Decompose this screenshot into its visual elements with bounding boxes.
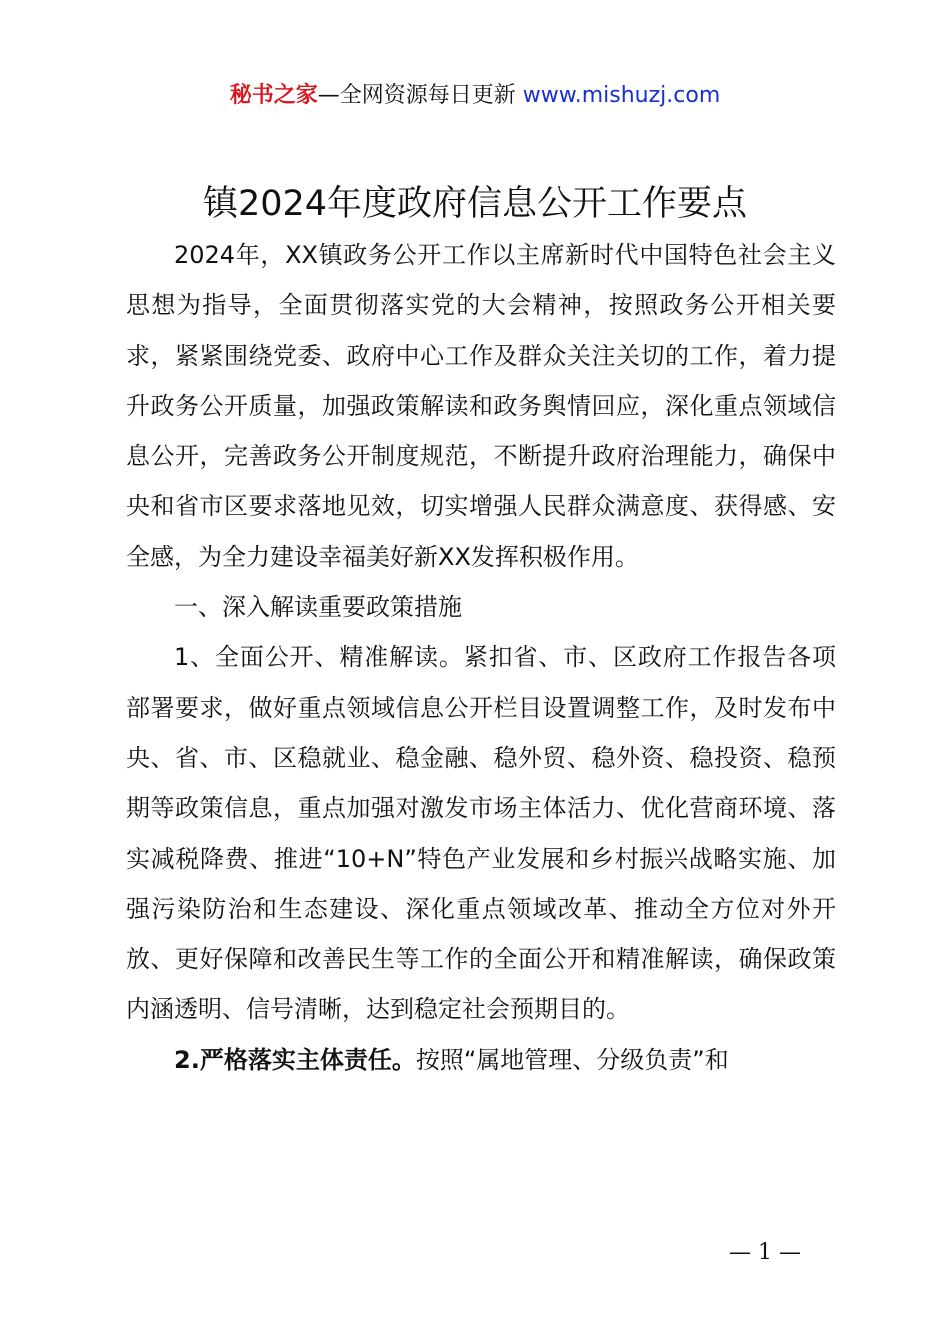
item-1-paragraph: 1、全面公开、精准解读。紧扣省、市、区政府工作报告各项部署要求，做好重点领域信息公开栏目设置调整工作，及时发布中央、省、市、区稳就业、稳金融、稳外贸、稳外资、稳投资、稳预期等政策信息，重点加强对激发市场主体活力、优化营商环境、落实减税降费、推进“10+N”特色产业发展和乡村振兴战略实施、加强污染防治和生态建设、深化重点领域改革、推动全方位对外开放、更好保障和改善民生等工作的全面公开和精准解读，确保政策内涵透明、信号清晰，达到稳定社会预期目的。 (126, 643, 836, 1024)
site-url-link[interactable]: www.mishuzj.com (522, 83, 721, 108)
intro-paragraph: 2024年，XX镇政务公开工作以主席新时代中国特色社会主义思想为指导，全面贯彻落实党的大会精神，按照政务公开相关要求，紧紧围绕党委、政府中心工作及群众关注关切的工作，着力提升政务公开质量，加强政策解读和政务舆情回应，深化重点领域信息公开，完善政务公开制度规范，不断提升政府治理能力，确保中央和省市区要求落地见效，切实增强人民群众满意度、获得感、安全感，为全力建设幸福美好新XX发挥积极作用。 (126, 241, 836, 571)
site-banner (0, 80, 950, 112)
document-title: 镇2024年度政府信息公开工作要点 (202, 184, 748, 224)
banner-tagline: —全网资源每日更新 (317, 83, 516, 108)
document-body (126, 230, 836, 1085)
item-2-paragraph (126, 1035, 836, 1085)
brand-name: 秘书之家 (229, 83, 318, 108)
section-heading: 一、深入解读重要政策措施 (174, 593, 462, 622)
item-2-heading: 2.严格落实主体责任。 (174, 1045, 416, 1074)
page-number: — 1 — (729, 1240, 801, 1265)
item-2-text: 按照“属地管理、分级负责”和 (415, 1045, 729, 1074)
